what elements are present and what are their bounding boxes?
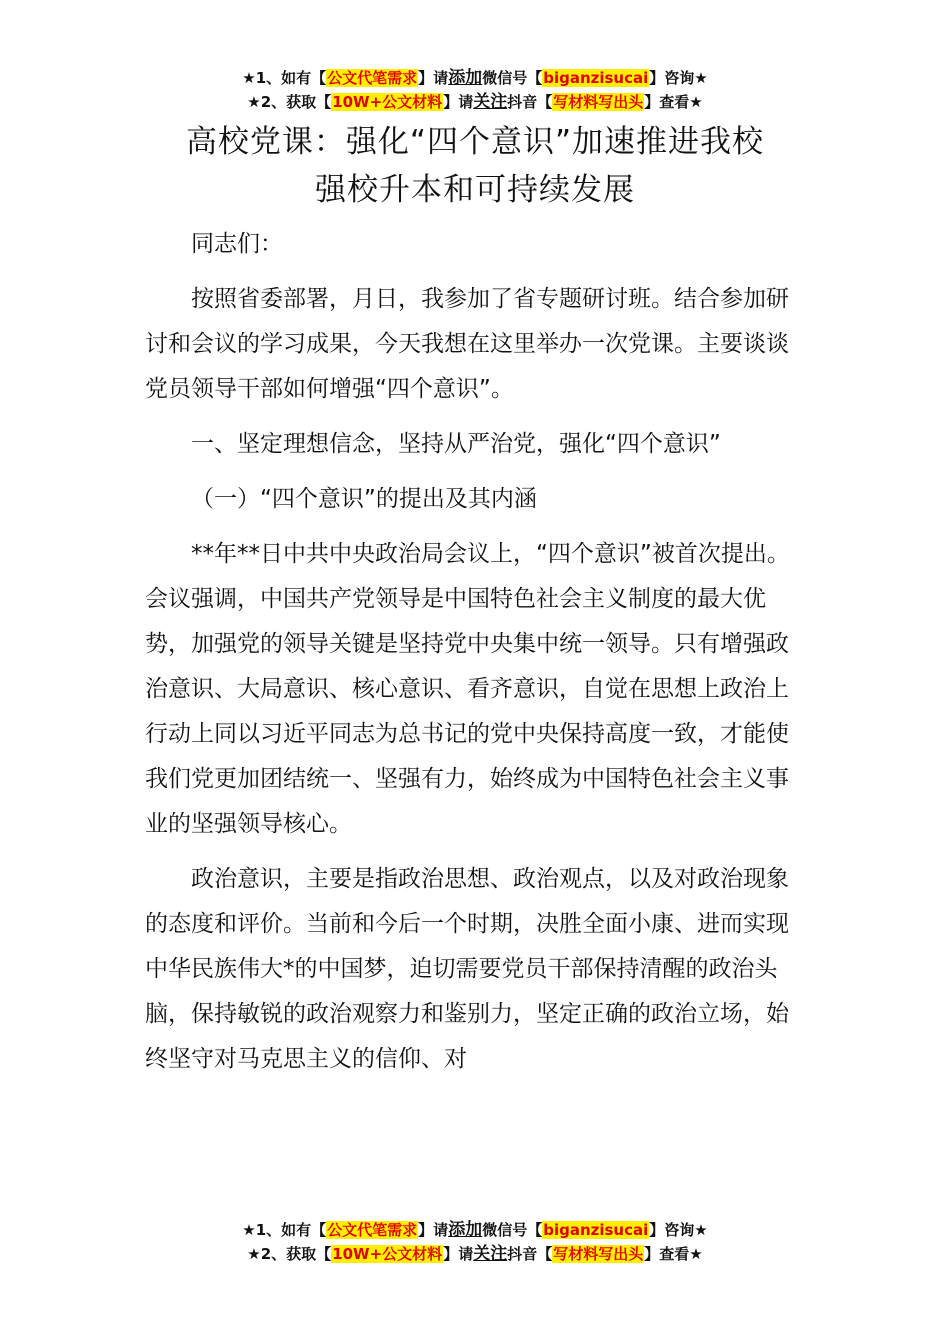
promo-text: ★2、获取【 — [247, 1245, 332, 1263]
promo-text: 】查看★ — [644, 93, 703, 111]
salutation: 同志们： — [191, 231, 283, 257]
subsection-heading: （一）“四个意识”的提出及其内涵 — [191, 486, 537, 512]
promo-text: 微信号【 — [482, 1221, 543, 1239]
promo-text: 】请 — [418, 1221, 449, 1239]
promo-highlight: 公文代笔需求 — [327, 69, 418, 87]
promo-text: ★1、如有【 — [242, 69, 327, 87]
promo-underline: 添加 — [448, 1220, 483, 1240]
promo-wechat-id: biganzisucai — [543, 69, 649, 87]
promo-underline: 关注 — [473, 1244, 508, 1264]
promo-highlight: 10W+公文材料 — [332, 1245, 443, 1263]
promo-underline: 添加 — [448, 68, 483, 88]
promo-line-2 — [0, 90, 950, 114]
title-line-1: 高校党课：强化“四个意识”加速推进我校 — [185, 124, 765, 160]
promo-text: 微信号【 — [482, 69, 543, 87]
promo-line-1 — [0, 1218, 950, 1242]
promo-text: 】咨询★ — [649, 1221, 708, 1239]
section-heading: 一、坚定理想信念，坚持从严治党，强化“四个意识” — [191, 431, 721, 457]
promo-wechat-id: biganzisucai — [543, 1221, 649, 1239]
promo-highlight: 公文代笔需求 — [327, 1221, 418, 1239]
header-promo-banner — [0, 66, 950, 114]
promo-douyin-id: 写材料写出头 — [553, 1245, 644, 1263]
promo-text: 】咨询★ — [649, 69, 708, 87]
title-line-2: 强校升本和可持续发展 — [315, 172, 635, 208]
promo-text: 】请 — [443, 93, 474, 111]
promo-text: 】请 — [418, 69, 449, 87]
promo-underline: 关注 — [473, 92, 508, 112]
body-paragraph: **年**日中共中央政治局会议上，“四个意识”被首次提出。会议强调，中国共产党领导是中国特色社会主义制度的最大优势，加强党的领导关键是坚持党中央集中统一领导。只有增强政治意识、大局意识、核心意识、看齐意识，自觉在思想上政治上行动上同以习近平同志为总书记的党中央保持高度一致，才能使我们党更加团结统一、坚强有力，始终成为中国特色社会主义事业的坚强领导核心。 — [145, 541, 790, 837]
promo-highlight: 10W+公文材料 — [332, 93, 443, 111]
body-paragraph: 按照省委部署，月日，我参加了省专题研讨班。结合参加研讨和会议的学习成果，今天我想在这里举办一次党课。主要谈谈党员领导干部如何增强“四个意识”。 — [145, 286, 789, 402]
body-paragraph: 政治意识，主要是指政治思想、政治观点，以及对政治现象的态度和评价。当前和今后一个时期，决胜全面小康、进而实现中华民族伟大*的中国梦，迫切需要党员干部保持清醒的政治头脑，保持敏锐的政治观察力和鉴别力，坚定正确的政治立场，始终坚守对马克思主义的信仰、对 — [145, 866, 789, 1072]
promo-text: 】查看★ — [644, 1245, 703, 1263]
promo-text: ★2、获取【 — [247, 93, 332, 111]
promo-douyin-id: 写材料写出头 — [553, 93, 644, 111]
promo-line-2 — [0, 1242, 950, 1266]
promo-text: 抖音【 — [507, 93, 553, 111]
promo-line-1 — [0, 66, 950, 90]
promo-text: ★1、如有【 — [242, 1221, 327, 1239]
promo-text: 】请 — [443, 1245, 474, 1263]
footer-promo-banner — [0, 1218, 950, 1266]
document-title — [0, 118, 950, 214]
promo-text: 抖音【 — [507, 1245, 553, 1263]
document-body — [145, 222, 807, 1092]
